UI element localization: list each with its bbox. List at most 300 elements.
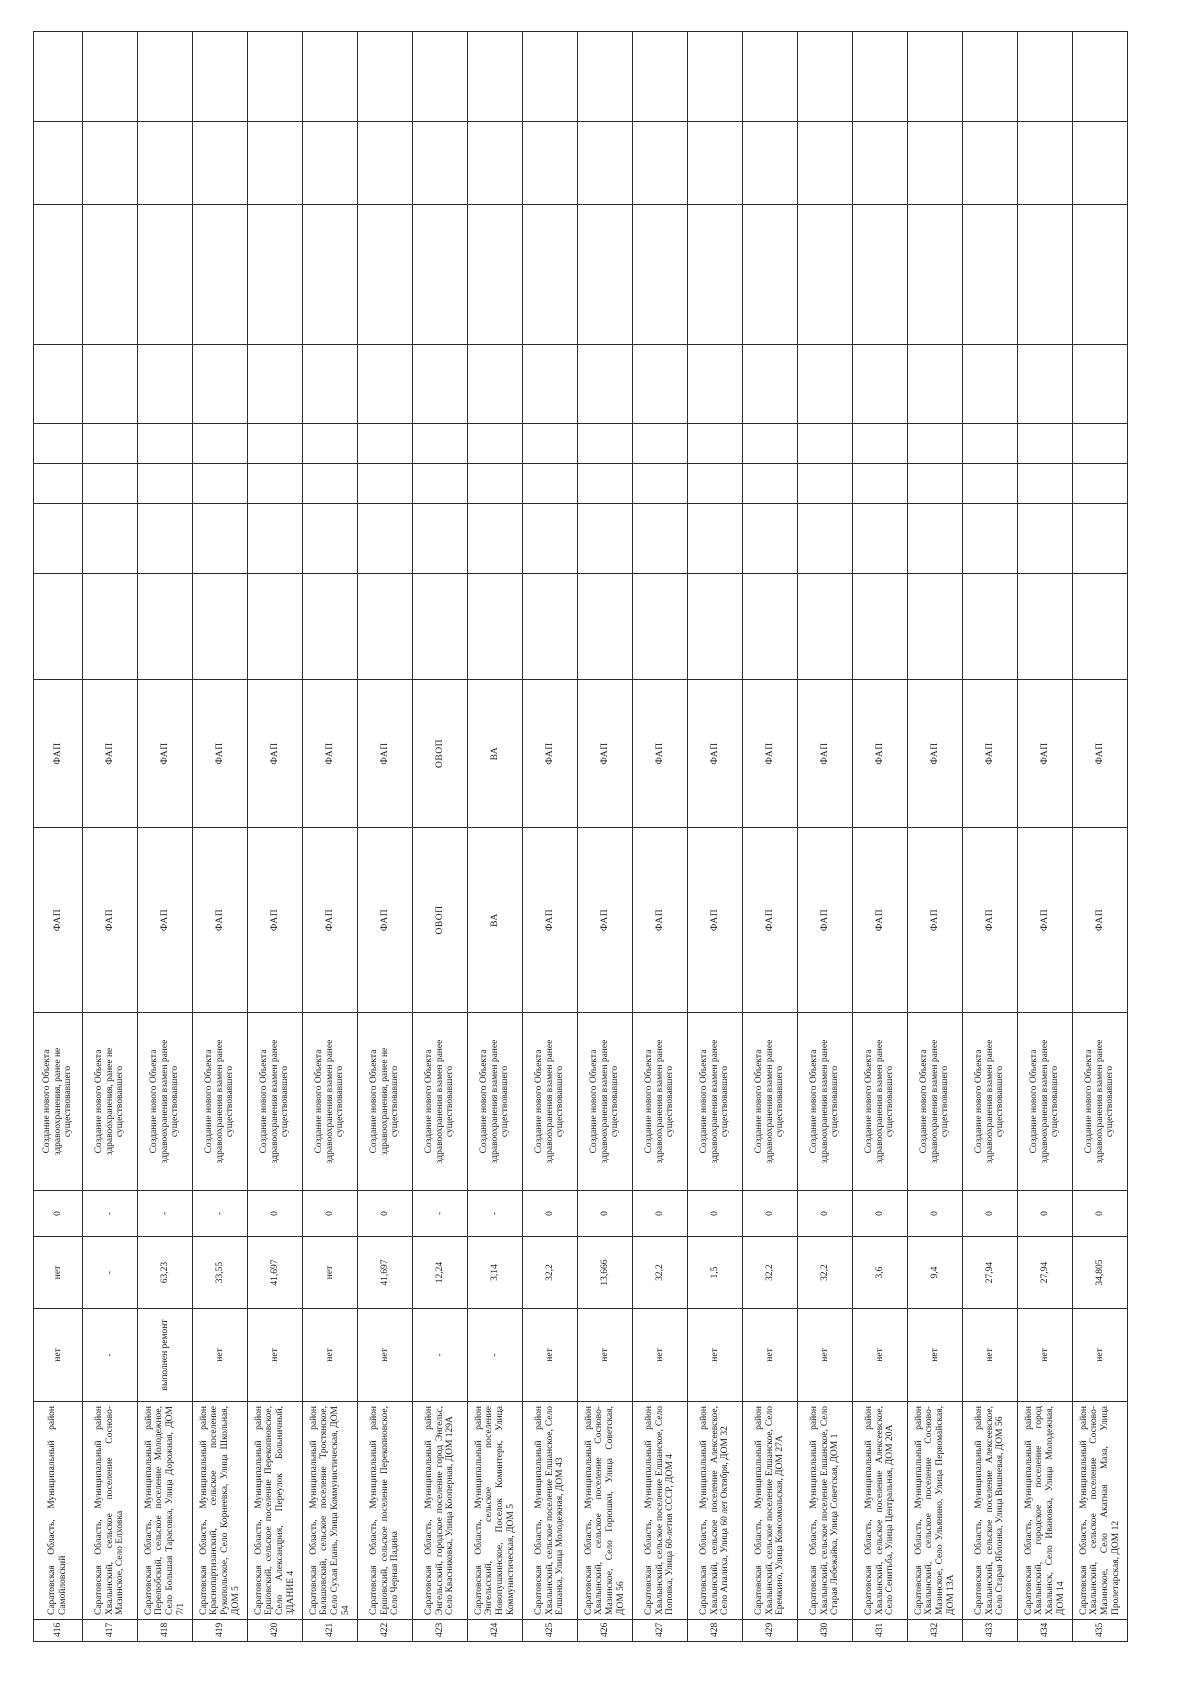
empty-cell [358, 504, 413, 574]
row-number: 433 [963, 1620, 1018, 1642]
empty-cell [1018, 424, 1073, 464]
row-number: 427 [633, 1620, 688, 1642]
facility-type-new-cell: ФАП [743, 680, 798, 828]
repair-status-cell: нет [1018, 1309, 1073, 1402]
empty-cell [798, 205, 853, 345]
empty-cell [34, 122, 83, 205]
area-cell: 32,2 [743, 1237, 798, 1309]
address-cell: Саратовская Область, Муниципальный район Хвалынский, сельское поселение Елшанское, Село Елшанка, Улица Молодежная, ДОМ 43 [523, 1402, 578, 1620]
empty-cell [1073, 424, 1128, 464]
empty-cell [83, 122, 138, 205]
empty-cell [1073, 122, 1128, 205]
empty-cell [908, 504, 963, 574]
empty-cell [413, 345, 468, 424]
empty-cell [358, 205, 413, 345]
empty-cell [853, 424, 908, 464]
address-cell: Саратовская Область, Муниципальный район Самойловский [34, 1402, 83, 1620]
facility-type-cell: ФАП [523, 828, 578, 1013]
repair-status-cell: - [83, 1309, 138, 1402]
empty-cell [1018, 504, 1073, 574]
address-cell: Саратовская Область, Муниципальный район Энгельсский, городское поселение город Энгельс, Село Квасниковка, Улица Кооперная, ДОМ 129А [413, 1402, 468, 1620]
work-type-cell: Создание нового Объекта здравоохранения взамен ранее существовавшего [743, 1013, 798, 1191]
repair-status-cell: нет [578, 1309, 633, 1402]
area-cell: 41,697 [248, 1237, 303, 1309]
facility-type-new-cell: ФАП [633, 680, 688, 828]
empty-cell [688, 122, 743, 205]
empty-cell [34, 504, 83, 574]
empty-cell [798, 464, 853, 504]
address-cell: Саратовская Область, Муниципальный район Краснопартизанский, сельское поселение Рукопольское, Село Корнеевка, Улица Школьная, ДОМ 5 [193, 1402, 248, 1620]
empty-cell [633, 574, 688, 680]
empty-cell [34, 205, 83, 345]
empty-cell [908, 345, 963, 424]
row-number: 416 [34, 1620, 83, 1642]
area-cell: 3,6 [853, 1237, 908, 1309]
area-cell: 13,666 [578, 1237, 633, 1309]
empty-cell [908, 424, 963, 464]
address-cell: Саратовская Область, Муниципальный район Хвалынский, сельское поселение Елшанское, Село Старая Лебежайка, Улица Советская, ДОМ 1 [798, 1402, 853, 1620]
empty-cell [138, 574, 193, 680]
address-cell: Саратовская Область, Муниципальный район Хвалынский, сельское поселение Алексеевское, Село Старая Яблонка, Улица Вишневая, ДОМ 56 [963, 1402, 1018, 1620]
empty-cell [908, 574, 963, 680]
empty-cell [908, 464, 963, 504]
empty-cell [1073, 345, 1128, 424]
facility-type-new-cell: ВА [468, 680, 523, 828]
empty-cell [413, 424, 468, 464]
table-row [908, 32, 963, 1642]
facility-type-cell: ФАП [138, 828, 193, 1013]
flag-cell: 0 [798, 1191, 853, 1237]
empty-cell [248, 574, 303, 680]
empty-cell [688, 345, 743, 424]
address-cell: Саратовская Область, Муниципальный район Ершовский, сельское поселение Перекопновское, Село Александрия, Переулок Больничный, ЗДАНИЕ 4 [248, 1402, 303, 1620]
empty-cell [688, 205, 743, 345]
empty-cell [248, 464, 303, 504]
address-cell: Саратовская Область, Муниципальный район Хвалынский, сельское поселение Сосново-Мазинское, Село Акатная Маза, Улица Пролетарская, ДОМ 12 [1073, 1402, 1128, 1620]
work-type-cell: Создание нового Объекта здравоохранения взамен ранее существовавшего [468, 1013, 523, 1191]
empty-cell [853, 32, 908, 122]
empty-cell [1018, 205, 1073, 345]
empty-cell [138, 205, 193, 345]
empty-cell [743, 464, 798, 504]
address-cell: Саратовская Область, Муниципальный район Хвалынский, сельское поселение Сосново-Мазинское, Село Ульянино, Улица Первомайская, ДОМ 13А [908, 1402, 963, 1620]
work-type-cell: Создание нового Объекта здравоохранения взамен ранее существовавшего [523, 1013, 578, 1191]
facility-type-cell: ФАП [193, 828, 248, 1013]
address-cell: Саратовская Область, Муниципальный район Хвалынский, сельское поселение Алексеевское, Село Апалиха, Улица 60 лет Октября, ДОМ 32 [688, 1402, 743, 1620]
empty-cell [743, 424, 798, 464]
empty-cell [83, 464, 138, 504]
work-type-cell: Создание нового Объекта здравоохранения взамен ранее существовавшего [853, 1013, 908, 1191]
empty-cell [523, 574, 578, 680]
table-row [138, 32, 193, 1642]
area-cell: - [83, 1237, 138, 1309]
empty-cell [193, 574, 248, 680]
table-row [358, 32, 413, 1642]
area-cell: 27,94 [963, 1237, 1018, 1309]
flag-cell: 0 [853, 1191, 908, 1237]
facility-type-cell: ВА [468, 828, 523, 1013]
flag-cell: 0 [688, 1191, 743, 1237]
empty-cell [138, 32, 193, 122]
empty-cell [633, 205, 688, 345]
area-cell: 1,5 [688, 1237, 743, 1309]
address-cell: Саратовская Область, Муниципальный район Хвалынский, сельское поселение Елшанское, Село Поповка, Улица 60-летия СССР, ДОМ 4 [633, 1402, 688, 1620]
flag-cell: - [193, 1191, 248, 1237]
empty-cell [468, 424, 523, 464]
empty-cell [468, 504, 523, 574]
row-number: 425 [523, 1620, 578, 1642]
flag-cell: 0 [1073, 1191, 1128, 1237]
empty-cell [633, 424, 688, 464]
repair-status-cell: нет [248, 1309, 303, 1402]
facility-table [33, 31, 1128, 1642]
address-cell: Саратовская Область, Муниципальный район Балашовский, сельское поселение Тростянское, Село Сухая Елань, Улица Коммунистическая, ДОМ 54 [303, 1402, 358, 1620]
facility-type-new-cell: ФАП [193, 680, 248, 828]
empty-cell [193, 122, 248, 205]
address-cell: Саратовская Область, Муниципальный район Хвалынский, сельское поселение Сосново-Мазинское, Село Елховка [83, 1402, 138, 1620]
empty-cell [83, 32, 138, 122]
empty-cell [1073, 464, 1128, 504]
work-type-cell: Создание нового Объекта здравоохранения взамен ранее существовавшего [798, 1013, 853, 1191]
area-cell: 32,2 [633, 1237, 688, 1309]
repair-status-cell: нет [633, 1309, 688, 1402]
empty-cell [358, 32, 413, 122]
row-number: 426 [578, 1620, 633, 1642]
empty-cell [468, 122, 523, 205]
empty-cell [1018, 574, 1073, 680]
facility-type-cell: ФАП [248, 828, 303, 1013]
row-number: 431 [853, 1620, 908, 1642]
facility-type-new-cell: ФАП [523, 680, 578, 828]
empty-cell [963, 122, 1018, 205]
empty-cell [303, 205, 358, 345]
table-row [83, 32, 138, 1642]
empty-cell [358, 424, 413, 464]
empty-cell [358, 122, 413, 205]
empty-cell [963, 504, 1018, 574]
facility-type-new-cell: ОВОП [413, 680, 468, 828]
table-row [1018, 32, 1073, 1642]
empty-cell [853, 205, 908, 345]
table-row [468, 32, 523, 1642]
flag-cell: 0 [1018, 1191, 1073, 1237]
empty-cell [688, 424, 743, 464]
empty-cell [358, 574, 413, 680]
facility-type-cell: ФАП [688, 828, 743, 1013]
empty-cell [248, 205, 303, 345]
row-number: 423 [413, 1620, 468, 1642]
facility-type-new-cell: ФАП [358, 680, 413, 828]
empty-cell [138, 122, 193, 205]
facility-type-new-cell: ФАП [138, 680, 193, 828]
empty-cell [83, 504, 138, 574]
empty-cell [523, 205, 578, 345]
empty-cell [523, 122, 578, 205]
empty-cell [688, 504, 743, 574]
empty-cell [83, 205, 138, 345]
work-type-cell: Создание нового Объекта здравоохранения, ранее не существовавшего [83, 1013, 138, 1191]
work-type-cell: Создание нового Объекта здравоохранения взамен ранее существовавшего [193, 1013, 248, 1191]
empty-cell [83, 345, 138, 424]
empty-cell [413, 574, 468, 680]
empty-cell [413, 464, 468, 504]
table-row [743, 32, 798, 1642]
area-cell: нет [34, 1237, 83, 1309]
empty-cell [963, 574, 1018, 680]
address-cell: Саратовская Область, Муниципальный район Энгельсский, сельское поселение Новопушкинское, Поселок Коминтерн, Улица Коммунистическая, ДОМ 5 [468, 1402, 523, 1620]
empty-cell [193, 424, 248, 464]
table-row [523, 32, 578, 1642]
area-cell: нет [303, 1237, 358, 1309]
empty-cell [1073, 205, 1128, 345]
address-cell: Саратовская Область, Муниципальный район Хвалынский, городское поселение город Хвалынск, Село Ивановка, Улица Молодежная, ДОМ 14 [1018, 1402, 1073, 1620]
facility-type-cell: ФАП [633, 828, 688, 1013]
empty-cell [963, 32, 1018, 122]
facility-type-new-cell: ФАП [908, 680, 963, 828]
repair-status-cell: нет [303, 1309, 358, 1402]
empty-cell [578, 32, 633, 122]
empty-cell [633, 122, 688, 205]
facility-type-new-cell: ФАП [248, 680, 303, 828]
facility-type-cell: ФАП [853, 828, 908, 1013]
repair-status-cell: - [468, 1309, 523, 1402]
empty-cell [193, 504, 248, 574]
empty-cell [798, 424, 853, 464]
empty-cell [523, 504, 578, 574]
repair-status-cell: нет [798, 1309, 853, 1402]
flag-cell: 0 [248, 1191, 303, 1237]
facility-type-cell: ФАП [358, 828, 413, 1013]
empty-cell [1018, 464, 1073, 504]
facility-type-cell: ОВОП [413, 828, 468, 1013]
flag-cell: 0 [743, 1191, 798, 1237]
empty-cell [963, 345, 1018, 424]
area-cell: 9,4 [908, 1237, 963, 1309]
table-row [193, 32, 248, 1642]
area-cell: 32,2 [798, 1237, 853, 1309]
empty-cell [193, 32, 248, 122]
empty-cell [908, 205, 963, 345]
empty-cell [523, 424, 578, 464]
empty-cell [798, 504, 853, 574]
row-number: 430 [798, 1620, 853, 1642]
address-cell: Саратовская Область, Муниципальный район Хвалынский, сельское поселение Сосново-Мазинское, Село Горюшки, Улица Советская, ДОМ 56 [578, 1402, 633, 1620]
empty-cell [578, 574, 633, 680]
empty-cell [853, 504, 908, 574]
address-cell: Саратовская Область, Муниципальный район Хвалынский, сельское поселение Алексеевское, Село Сеиитьба, Улица Центральная, ДОМ 20А [853, 1402, 908, 1620]
facility-type-cell: ФАП [963, 828, 1018, 1013]
table-row [303, 32, 358, 1642]
flag-cell: 0 [523, 1191, 578, 1237]
work-type-cell: Создание нового Объекта здравоохранения, ранее не существовавшего [34, 1013, 83, 1191]
facility-type-new-cell: ФАП [83, 680, 138, 828]
empty-cell [743, 345, 798, 424]
empty-cell [413, 504, 468, 574]
empty-cell [468, 205, 523, 345]
repair-status-cell: нет [34, 1309, 83, 1402]
empty-cell [248, 345, 303, 424]
facility-type-new-cell: ФАП [853, 680, 908, 828]
table-row [963, 32, 1018, 1642]
table-row [798, 32, 853, 1642]
empty-cell [578, 122, 633, 205]
table-row [34, 32, 83, 1642]
empty-cell [34, 574, 83, 680]
empty-cell [633, 32, 688, 122]
repair-status-cell: нет [523, 1309, 578, 1402]
work-type-cell: Создание нового Объекта здравоохранения взамен ранее существовавшего [908, 1013, 963, 1191]
flag-cell: 0 [963, 1191, 1018, 1237]
row-number: 432 [908, 1620, 963, 1642]
repair-status-cell: нет [743, 1309, 798, 1402]
empty-cell [523, 464, 578, 504]
row-number: 419 [193, 1620, 248, 1642]
address-cell: Саратовская Область, Муниципальный район Хвалынский, сельское поселение Елшанское, Село Еремкино, Улица Комсомольская, ДОМ 27А [743, 1402, 798, 1620]
empty-cell [303, 122, 358, 205]
empty-cell [138, 345, 193, 424]
empty-cell [853, 464, 908, 504]
facility-type-cell: ФАП [34, 828, 83, 1013]
empty-cell [963, 205, 1018, 345]
row-number: 434 [1018, 1620, 1073, 1642]
facility-type-cell: ФАП [303, 828, 358, 1013]
facility-type-cell: ФАП [83, 828, 138, 1013]
facility-type-cell: ФАП [1018, 828, 1073, 1013]
row-number: 417 [83, 1620, 138, 1642]
flag-cell: 0 [908, 1191, 963, 1237]
row-number: 435 [1073, 1620, 1128, 1642]
empty-cell [798, 122, 853, 205]
empty-cell [303, 464, 358, 504]
area-cell: 41,697 [358, 1237, 413, 1309]
empty-cell [468, 464, 523, 504]
empty-cell [358, 345, 413, 424]
flag-cell: - [138, 1191, 193, 1237]
area-cell: 32,2 [523, 1237, 578, 1309]
flag-cell: 0 [633, 1191, 688, 1237]
facility-type-new-cell: ФАП [688, 680, 743, 828]
repair-status-cell: нет [853, 1309, 908, 1402]
flag-cell: 0 [303, 1191, 358, 1237]
empty-cell [413, 122, 468, 205]
work-type-cell: Создание нового Объекта здравоохранения взамен ранее существовавшего [413, 1013, 468, 1191]
work-type-cell: Создание нового Объекта здравоохранения взамен ранее существовавшего [138, 1013, 193, 1191]
empty-cell [193, 205, 248, 345]
work-type-cell: Создание нового Объекта здравоохранения взамен ранее существовавшего [1073, 1013, 1128, 1191]
repair-status-cell: выполнен ремонт [138, 1309, 193, 1402]
facility-type-cell: ФАП [578, 828, 633, 1013]
empty-cell [633, 345, 688, 424]
row-number: 418 [138, 1620, 193, 1642]
empty-cell [523, 345, 578, 424]
address-cell: Саратовская Область, Муниципальный район Ершовский, сельское поселение Перекопновское, Село Черная Падина [358, 1402, 413, 1620]
area-cell: 63,23 [138, 1237, 193, 1309]
flag-cell: 0 [34, 1191, 83, 1237]
area-cell: 3,14 [468, 1237, 523, 1309]
empty-cell [248, 122, 303, 205]
empty-cell [34, 464, 83, 504]
empty-cell [798, 574, 853, 680]
empty-cell [1073, 504, 1128, 574]
empty-cell [853, 345, 908, 424]
facility-type-cell: ФАП [1073, 828, 1128, 1013]
row-number: 424 [468, 1620, 523, 1642]
empty-cell [413, 32, 468, 122]
empty-cell [633, 504, 688, 574]
repair-status-cell: нет [908, 1309, 963, 1402]
empty-cell [798, 32, 853, 122]
table-row [413, 32, 468, 1642]
empty-cell [303, 424, 358, 464]
row-number: 428 [688, 1620, 743, 1642]
empty-cell [303, 574, 358, 680]
facility-type-new-cell: ФАП [578, 680, 633, 828]
empty-cell [193, 345, 248, 424]
flag-cell: - [468, 1191, 523, 1237]
empty-cell [688, 574, 743, 680]
empty-cell [743, 504, 798, 574]
empty-cell [578, 504, 633, 574]
row-number: 422 [358, 1620, 413, 1642]
repair-status-cell: нет [193, 1309, 248, 1402]
empty-cell [193, 464, 248, 504]
empty-cell [1073, 32, 1128, 122]
empty-cell [303, 345, 358, 424]
empty-cell [34, 424, 83, 464]
area-cell: 27,94 [1018, 1237, 1073, 1309]
facility-type-cell: ФАП [798, 828, 853, 1013]
empty-cell [743, 122, 798, 205]
row-number: 429 [743, 1620, 798, 1642]
table-row [1073, 32, 1128, 1642]
empty-cell [1018, 122, 1073, 205]
empty-cell [1018, 345, 1073, 424]
empty-cell [34, 345, 83, 424]
work-type-cell: Создание нового Объекта здравоохранения взамен ранее существовавшего [248, 1013, 303, 1191]
empty-cell [963, 424, 1018, 464]
table-row [633, 32, 688, 1642]
work-type-cell: Создание нового Объекта здравоохранения взамен ранее существовавшего [578, 1013, 633, 1191]
empty-cell [578, 205, 633, 345]
repair-status-cell: - [413, 1309, 468, 1402]
repair-status-cell: нет [1073, 1309, 1128, 1402]
facility-type-cell: ФАП [743, 828, 798, 1013]
empty-cell [963, 464, 1018, 504]
empty-cell [523, 32, 578, 122]
flag-cell: 0 [358, 1191, 413, 1237]
facility-type-new-cell: ФАП [963, 680, 1018, 828]
facility-type-new-cell: ФАП [303, 680, 358, 828]
empty-cell [743, 574, 798, 680]
facility-type-new-cell: ФАП [34, 680, 83, 828]
area-cell: 34,805 [1073, 1237, 1128, 1309]
facility-type-new-cell: ФАП [798, 680, 853, 828]
empty-cell [358, 464, 413, 504]
work-type-cell: Создание нового Объекта здравоохранения взамен ранее существовавшего [1018, 1013, 1073, 1191]
area-cell: 33,55 [193, 1237, 248, 1309]
empty-cell [138, 464, 193, 504]
empty-cell [743, 205, 798, 345]
flag-cell: - [413, 1191, 468, 1237]
row-number: 420 [248, 1620, 303, 1642]
empty-cell [578, 464, 633, 504]
empty-cell [468, 345, 523, 424]
empty-cell [34, 32, 83, 122]
work-type-cell: Создание нового Объекта здравоохранения взамен ранее существовавшего [963, 1013, 1018, 1191]
table-row [248, 32, 303, 1642]
facility-type-cell: ФАП [908, 828, 963, 1013]
empty-cell [743, 32, 798, 122]
